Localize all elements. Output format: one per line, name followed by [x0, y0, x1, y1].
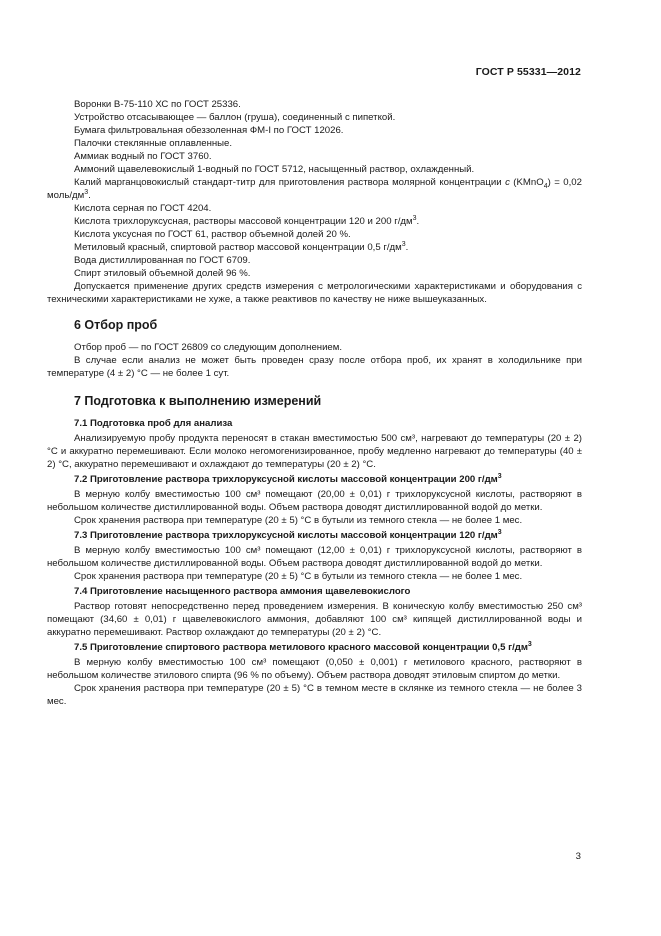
list-item: Устройство отсасывающее — баллон (груша), соединенный с пипеткой. [74, 112, 396, 123]
list-item: Кислота трихлоруксусная, растворы массовой концентрации 120 и 200 $г/дм^3$. [74, 214, 420, 227]
list-item: Метиловый красный, спиртовой раствор массовой концентрации 0,5 $г/дм^3$. [74, 240, 409, 253]
subsection-7-2-title: 7.2 Приготовление раствора трихлоруксусной кислоты массовой концентрации 200 $г/дм^3$ [74, 472, 502, 485]
list-item: Кислота серная по ГОСТ 4204. [74, 203, 212, 214]
paragraph: В мерную колбу вместимостью 100 см³ помещают (20,00 ± 0,01) г трихлоруксусной кислоты, растворяют в небольшом количестве дистиллированной воды. Объем раствора доводят дистиллированной водой до метки. [47, 489, 582, 513]
list-item: Аммоний щавелевокислый 1-водный по ГОСТ 5712, насыщенный раствор, охлажденный. [74, 164, 475, 175]
paragraph: Анализируемую пробу продукта переносят в стакан вместимостью 500 см³, нагревают до температуры (20 ± 2) °С и аккуратно перемешивают. Если молоко негомогенизированное, пробу медленно нагревают до температуры (40 ± 2) °С, аккуратно перемешивают и охлаждают до температуры (20 ± 2) °С. [47, 433, 582, 470]
list-item-kmno4: Калий марганцовокислый стандарт-титр для приготовления раствора молярной концентрации с (KMnO$_4$) = 0,02 моль/$дм^3$. [47, 177, 582, 201]
paragraph: Отбор проб — по ГОСТ 26809 со следующим дополнением. [74, 342, 343, 353]
subsection-7-1-title: 7.1 Подготовка проб для анализа [74, 418, 233, 429]
document-header: ГОСТ Р 55331—2012 [475, 66, 581, 78]
paragraph: В мерную колбу вместимостью 100 см³ помещают (0,050 ± 0,001) г метилового красного, растворяют в небольшом количестве этилового спирта (96 % по объему). Объем раствора доводят этиловым спиртом до метки. [47, 657, 582, 681]
subsection-7-5-title: 7.5 Приготовление спиртового раствора метилового красного массовой концентрации 0,5 $г/дм^3$ [74, 640, 532, 653]
subsection-7-3-title: 7.3 Приготовление раствора трихлоруксусной кислоты массовой концентрации 120 $г/дм^3$ [74, 528, 502, 541]
section-6-title: 6 Отбор проб [74, 318, 158, 332]
paragraph: Срок хранения раствора при температуре (20 ± 5) °С в темном месте в склянке из темного стекла — не более 3 мес. [47, 683, 582, 707]
page-number: 3 [575, 851, 581, 862]
list-item: Бумага фильтровальная обеззоленная ФМ-I по ГОСТ 12026. [74, 125, 344, 136]
paragraph: Срок хранения раствора при температуре (20 ± 5) °С в бутыли из темного стекла — не более 1 мес. [74, 515, 523, 526]
list-item: Воронки В-75-110 ХС по ГОСТ 25336. [74, 99, 241, 110]
subsection-7-4-title: 7.4 Приготовление насыщенного раствора аммония щавелевокислого [74, 586, 411, 597]
paragraph: В мерную колбу вместимостью 100 см³ помещают (12,00 ± 0,01) г трихлоруксусной кислоты, растворяют в небольшом количестве дистиллированной воды. Объем раствора доводят дистиллированной водой до метки. [47, 545, 582, 569]
list-item: Палочки стеклянные оплавленные. [74, 138, 233, 149]
list-item: Вода дистиллированная по ГОСТ 6709. [74, 255, 251, 266]
paragraph: Раствор готовят непосредственно перед проведением измерения. В коническую колбу вместимостью 250 см³ помещают (34,60 ± 0,01) г щавелевокислого аммония, добавляют 100 см³ кипящей дистиллированной воды и аккуратно перемешивают. Раствор охлаждают до температуры (20 ± 2) °С. [47, 601, 582, 638]
paragraph: Срок хранения раствора при температуре (20 ± 5) °С в бутыли из темного стекла — не более 1 мес. [74, 571, 523, 582]
list-item: Аммиак водный по ГОСТ 3760. [74, 151, 212, 162]
paragraph: Допускается применение других средств измерения с метрологическими характеристиками и оборудования с техническими характеристиками не хуже, а также реактивов по качеству не ниже вышеуказанных. [47, 281, 582, 305]
document-body [47, 98, 582, 708]
list-item: Кислота уксусная по ГОСТ 61, раствор объемной долей 20 %. [74, 229, 351, 240]
list-item: Спирт этиловый объемной долей 96 %. [74, 268, 251, 279]
section-7-title: 7 Подготовка к выполнению измерений [74, 394, 322, 408]
paragraph: В случае если анализ не может быть проведен сразу после отбора проб, их хранят в холодильнике при температуре (4 ± 2) °С — не более 1 сут. [47, 355, 582, 379]
